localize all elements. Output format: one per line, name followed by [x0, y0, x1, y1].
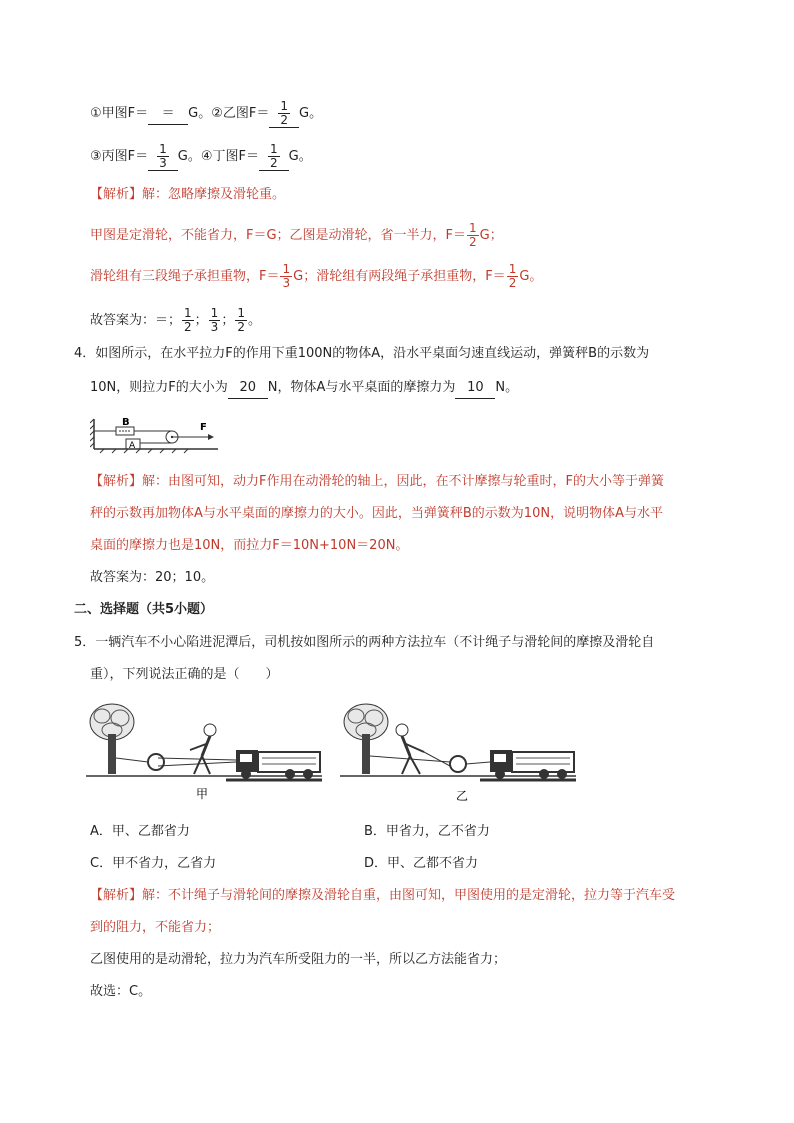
pulley [148, 754, 164, 770]
analysis-tag: 【解析】 [90, 187, 143, 202]
q3-line-2 [90, 143, 312, 171]
q3-c-tail: G。 [177, 149, 201, 164]
q5-option-b: B．甲省力，乙不省力 [364, 824, 490, 839]
q3-analysis-3a: 滑轮组有三段绳子承担重物，F＝ [90, 269, 280, 284]
fraction-numerator: 1 [508, 262, 517, 276]
answer-sep: ； [194, 313, 208, 328]
q3-d-tail: G。 [288, 149, 312, 164]
q5-figure-right [340, 700, 576, 804]
fraction-denominator: 2 [237, 320, 245, 334]
fraction-denominator: 2 [508, 276, 517, 290]
section-title: 二、选择题（共5小题） [74, 602, 214, 617]
q5-analysis-text-1: 解：不计绳子与滑轮间的摩擦及滑轮自重，由图可知，甲图使用的是定滑轮，拉力等于汽车受 [142, 888, 676, 903]
fraction-numerator: 1 [270, 142, 278, 156]
fraction-denominator: 3 [210, 320, 219, 334]
answer-end: 。 [247, 313, 261, 328]
q5-line-2: 重），下列说法正确的是（ ） [90, 667, 279, 682]
q4-blank-2: 10 [455, 378, 495, 399]
q4-blank-1: 20 [228, 378, 268, 399]
q4-analysis-line-3: 桌面的摩擦力也是10N，而拉力F＝10N+10N＝20N。 [90, 538, 409, 553]
q3-b-tail: G。 [299, 106, 323, 121]
analysis-tag: 【解析】 [90, 474, 143, 489]
figure-label-yi: 乙 [456, 789, 469, 803]
q3-b-label: ②乙图F＝ [211, 106, 270, 121]
fraction-half [467, 222, 479, 249]
q4-analysis-line-1 [90, 472, 664, 492]
fraction-denominator: 2 [469, 235, 477, 249]
q4-pulley-figure [90, 415, 230, 455]
q4-analysis-text-1: 解：由图可知，动力F作用在动滑轮的轴上，因此，在不计摩擦与轮重时，F的大小等于弹簧 [142, 474, 664, 489]
q3-b-blank [269, 100, 299, 128]
label-b: B [122, 417, 130, 428]
q3-analysis-text: 解：忽略摩擦及滑轮重。 [142, 187, 286, 202]
q3-analysis-line-3 [90, 263, 542, 290]
q4-text-b: N，物体A与水平桌面的摩擦力为 [267, 380, 456, 395]
q3-analysis-line-1 [90, 185, 285, 205]
fraction-numerator: 1 [210, 306, 219, 320]
label-a: A [129, 441, 136, 451]
pulley [450, 756, 466, 772]
q4-text-c: N。 [495, 380, 519, 395]
q3-a-tail: G。 [188, 106, 212, 121]
fraction-denominator: 3 [159, 156, 167, 170]
q3-answer [90, 307, 261, 334]
q3-d-label: ④丁图F＝ [200, 149, 259, 164]
q5-line-1: 5．一辆汽车不小心陷进泥潭后，司机按如图所示的两种方法拉车（不计绳子与滑轮间的摩擦及滑轮自 [74, 635, 655, 650]
answer-frac-2 [209, 307, 221, 334]
q3-analysis-2b: G； [479, 228, 503, 243]
rope [466, 762, 490, 764]
q4-text-a: 10N，则拉力F的大小为 [90, 380, 228, 395]
q3-d-blank [259, 143, 289, 171]
fraction-numerator: 1 [159, 142, 167, 156]
person-icon [396, 724, 424, 774]
rope [116, 758, 148, 762]
fraction-numerator: 1 [280, 99, 288, 113]
tree-icon [90, 704, 134, 774]
q3-c-label: ③丙图F＝ [90, 149, 149, 164]
q3-analysis-3c: G。 [519, 269, 543, 284]
truck-icon [236, 750, 320, 779]
figure-label-jia: 甲 [196, 787, 209, 801]
q5-option-c: C．甲不省力，乙省力 [90, 856, 217, 871]
fraction-numerator: 1 [237, 306, 245, 320]
q5-answer: 故选：C。 [90, 984, 152, 999]
arrow-head-icon [208, 434, 214, 440]
answer-prefix: 故答案为：＝； [90, 313, 182, 328]
q3-c-blank [148, 143, 178, 171]
q3-analysis-line-2 [90, 222, 503, 249]
fraction-denominator: 3 [282, 276, 291, 290]
q3-c-fraction [157, 143, 169, 170]
rope [424, 752, 450, 766]
fraction-denominator: 2 [184, 320, 192, 334]
q5-analysis-line-1 [90, 886, 675, 906]
q3-a-blank: ＝ [148, 104, 188, 125]
truck-icon [490, 750, 574, 779]
answer-frac-3 [235, 307, 247, 334]
q3-b-fraction [278, 100, 290, 127]
tree-icon [344, 704, 388, 774]
q5-analysis-line-2: 到的阻力，不能省力； [90, 920, 221, 935]
q3-line-1 [90, 100, 322, 128]
q3-d-fraction [268, 143, 280, 170]
fraction-denominator: 2 [270, 156, 278, 170]
q4-analysis-line-2: 秤的示数再加物体A与水平桌面的摩擦力的大小。因此，当弹簧秤B的示数为10N，说明物体A与水平 [90, 506, 663, 521]
fraction-denominator: 2 [280, 113, 288, 127]
q3-analysis-2a: 甲图是定滑轮，不能省力，F＝G；乙图是动滑轮，省一半力，F＝ [90, 228, 467, 243]
label-f: F [200, 422, 207, 433]
q3-analysis-3b: G；滑轮组有两段绳子承担重物，F＝ [293, 269, 506, 284]
q5-option-a: A．甲、乙都省力 [90, 824, 190, 839]
person-icon [190, 724, 216, 774]
fraction-third [280, 263, 292, 290]
q5-figure-left [86, 700, 322, 804]
table-surface [94, 449, 218, 453]
q5-option-d: D．甲、乙都不省力 [364, 856, 479, 871]
q4-answer: 故答案为：20；10。 [90, 570, 215, 585]
fraction-half [507, 263, 519, 290]
answer-sep: ； [221, 313, 235, 328]
q4-line-1: 4．如图所示，在水平拉力F的作用下重100N的物体A，沿水平桌面匀速直线运动，弹簧秤B的示数为 [74, 346, 650, 361]
wall [90, 419, 94, 449]
fraction-numerator: 1 [469, 221, 477, 235]
fraction-numerator: 1 [282, 262, 291, 276]
analysis-tag: 【解析】 [90, 888, 143, 903]
q5-analysis-line-3: 乙图使用的是动滑轮，拉力为汽车所受阻力的一半，所以乙方法能省力； [90, 952, 507, 967]
q3-a-label: ①甲图F＝ [90, 106, 149, 121]
rope [158, 758, 236, 760]
answer-frac-1 [182, 307, 194, 334]
q4-line-2 [90, 378, 518, 399]
fraction-numerator: 1 [184, 306, 192, 320]
